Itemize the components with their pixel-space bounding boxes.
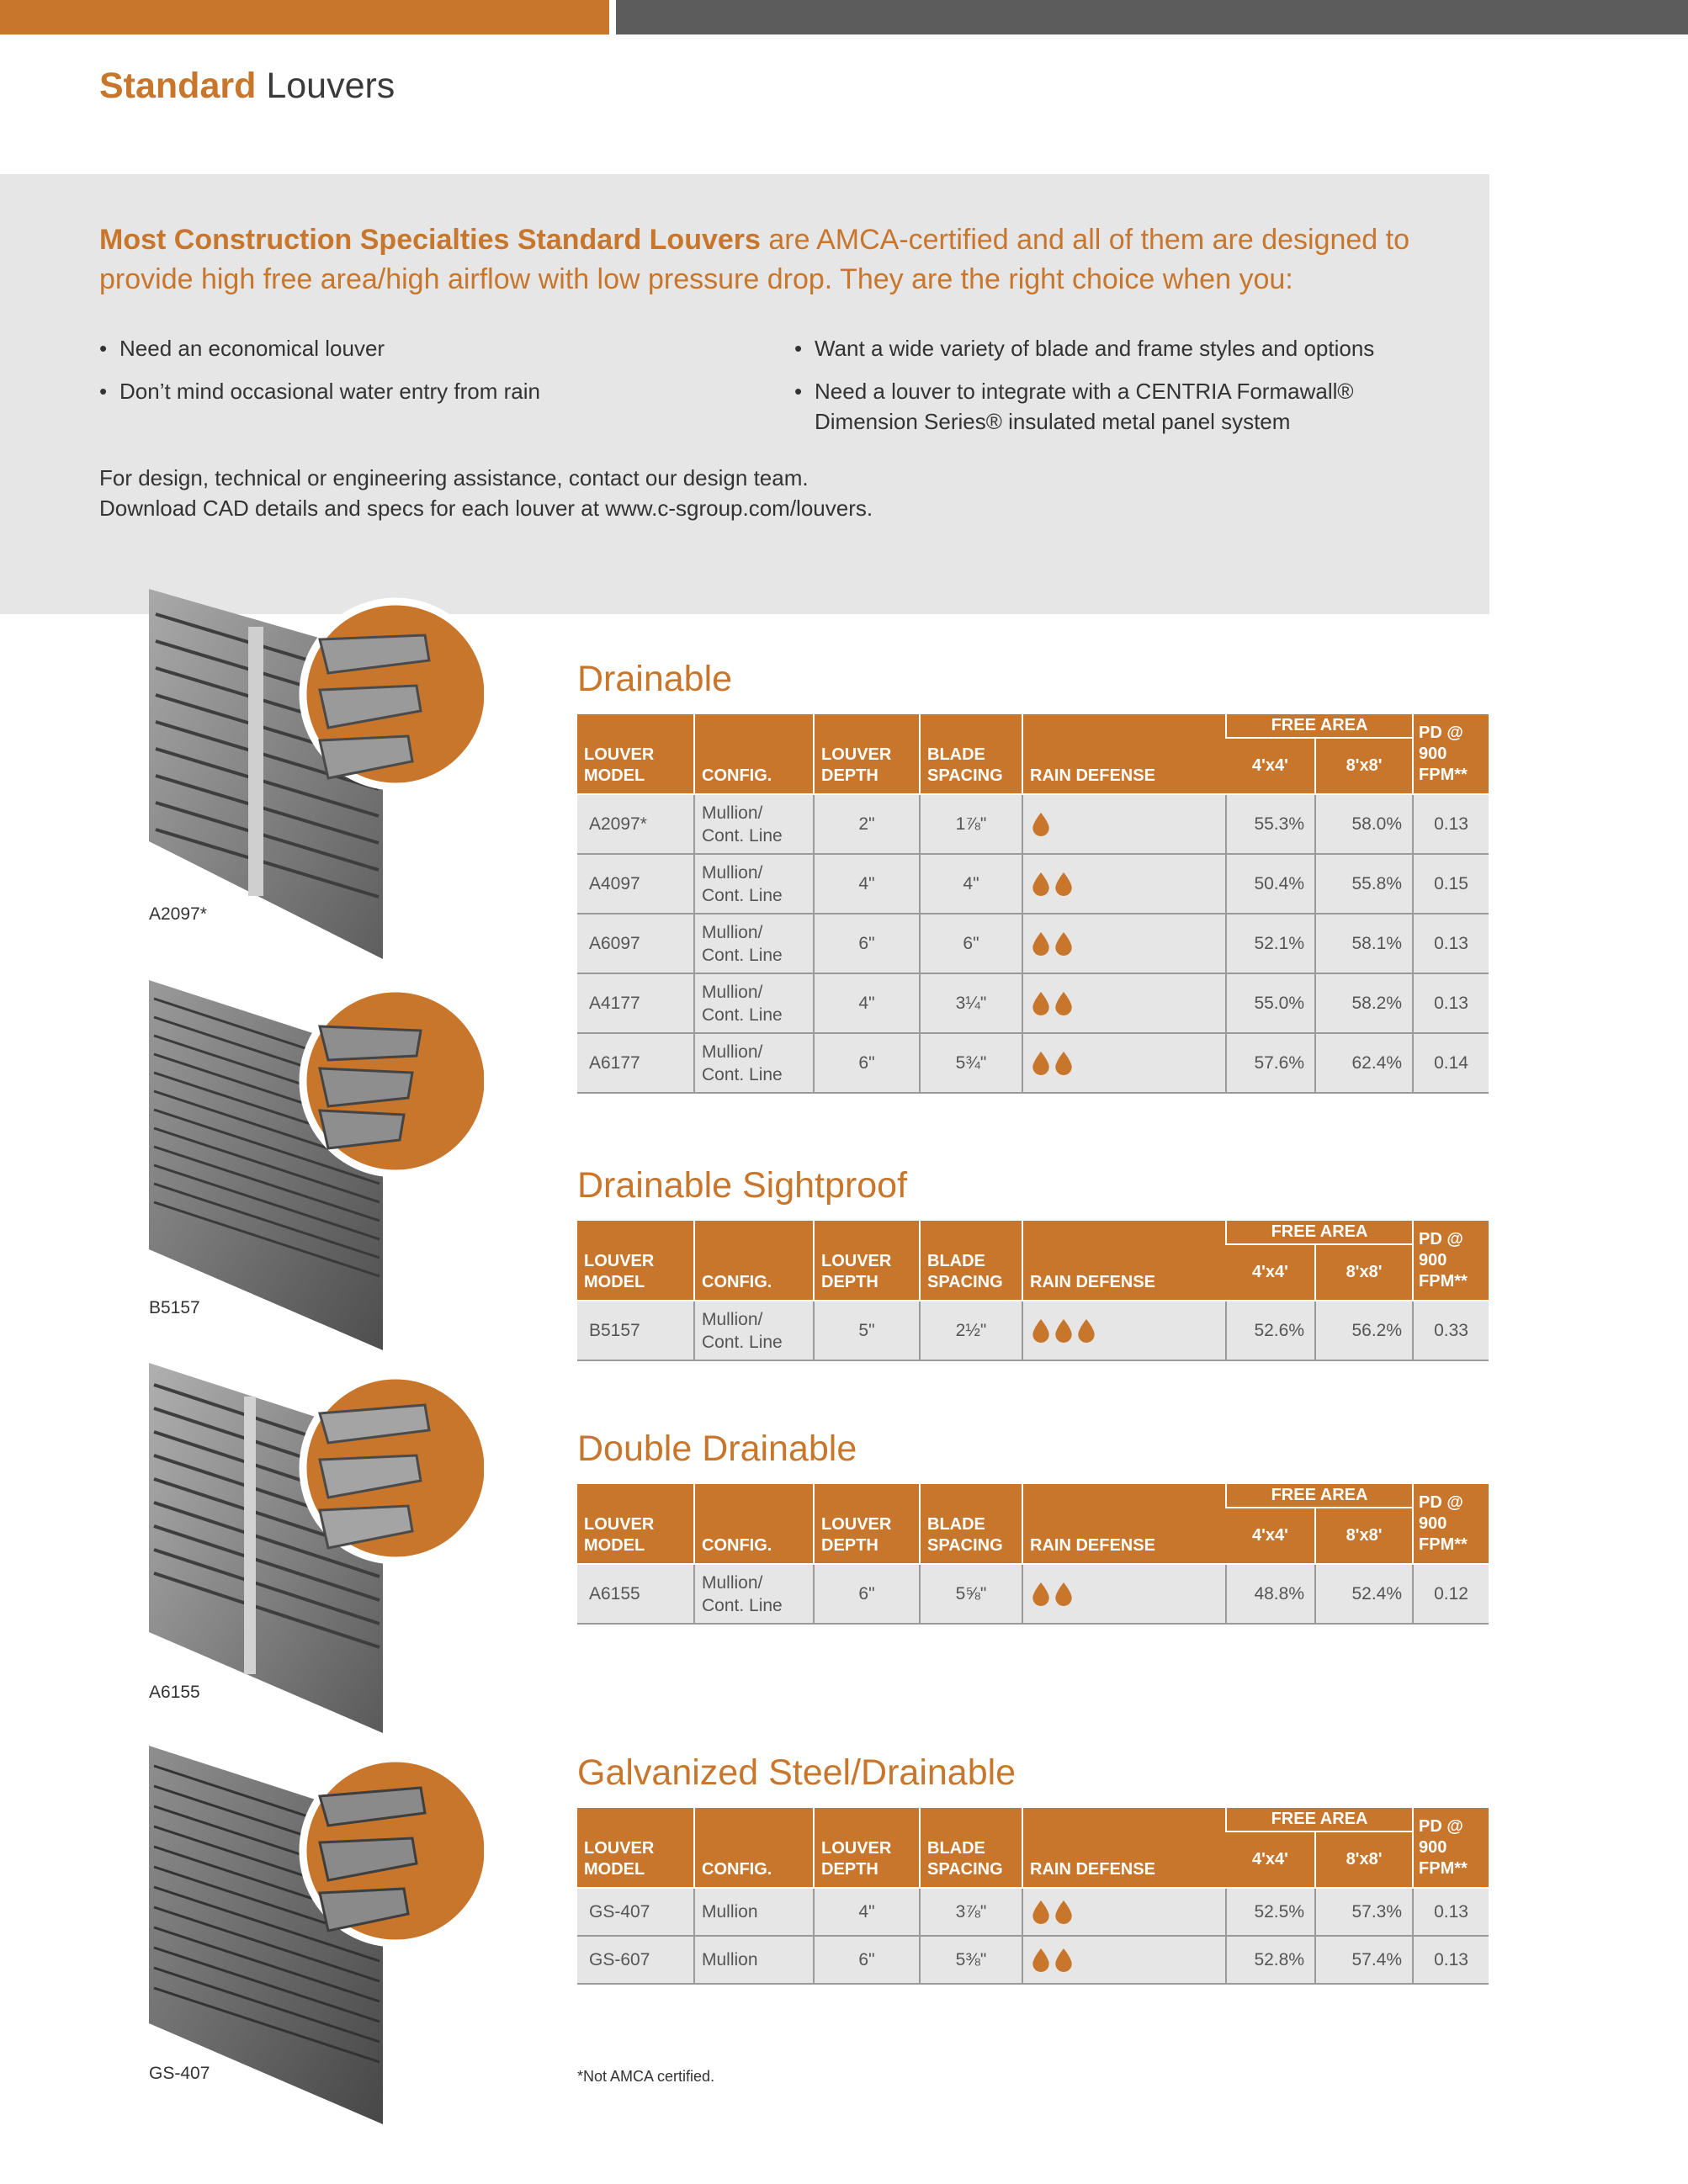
- spec-table-galvanized-steel: [577, 1808, 1489, 1985]
- header-model: LOUVER MODEL: [577, 714, 694, 794]
- spec-table-double-drainable: [577, 1484, 1489, 1625]
- cell-fa-4x4: 55.3%: [1226, 794, 1315, 854]
- cell-fa-8x8: 57.3%: [1315, 1888, 1413, 1936]
- cell-model: GS-407: [577, 1888, 694, 1936]
- header-free-area: FREE AREA: [1226, 1221, 1413, 1244]
- header-config: CONFIG.: [694, 714, 814, 794]
- cell-model: A4097: [577, 854, 694, 914]
- cell-fa-8x8: 58.2%: [1315, 973, 1413, 1033]
- section-title-galvanized-steel: Galvanized Steel/Drainable: [577, 1752, 1017, 1793]
- water-drop-icon: [1032, 1052, 1050, 1075]
- header-depth: LOUVER DEPTH: [814, 1221, 920, 1301]
- cell-model: A6155: [577, 1564, 694, 1624]
- cell-config: Mullion: [694, 1888, 814, 1936]
- footnote: *Not AMCA certified.: [577, 2068, 715, 2085]
- cell-fa-4x4: 48.8%: [1226, 1564, 1315, 1624]
- louver-photo-a6155: [139, 1363, 484, 1733]
- table-row: [577, 1301, 1489, 1360]
- cell-config: Mullion/ Cont. Line: [694, 914, 814, 973]
- cell-fa-8x8: 62.4%: [1315, 1033, 1413, 1093]
- header-pd: PD @ 900 FPM**: [1413, 1484, 1489, 1564]
- cell-fa-8x8: 52.4%: [1315, 1564, 1413, 1624]
- cell-config: Mullion/ Cont. Line: [694, 1564, 814, 1624]
- cell-fa-8x8: 57.4%: [1315, 1936, 1413, 1984]
- cell-fa-4x4: 52.1%: [1226, 914, 1315, 973]
- cell-pd: 0.15: [1413, 854, 1489, 914]
- cell-model: GS-607: [577, 1936, 694, 1984]
- cell-fa-4x4: 52.6%: [1226, 1301, 1315, 1360]
- water-drop-icon: [1054, 932, 1073, 956]
- header-pd: PD @ 900 FPM**: [1413, 714, 1489, 794]
- bullet-item: • Want a wide variety of blade and frame styles and options: [794, 333, 1451, 363]
- photo-caption-b5157: B5157: [149, 1298, 200, 1317]
- page-title: [99, 66, 395, 107]
- cell-spacing: 3⅞": [920, 1888, 1022, 1936]
- cell-config: Mullion/ Cont. Line: [694, 854, 814, 914]
- water-drop-icon: [1054, 1948, 1073, 1972]
- cell-config: Mullion/ Cont. Line: [694, 794, 814, 854]
- header-free-area: FREE AREA: [1226, 714, 1413, 738]
- header-spacing: BLADE SPACING: [920, 714, 1022, 794]
- water-drop-icon: [1032, 872, 1050, 896]
- cell-fa-4x4: 52.5%: [1226, 1888, 1315, 1936]
- cell-rain-defense: [1022, 854, 1226, 914]
- table-row: [577, 1033, 1489, 1093]
- cell-fa-8x8: 56.2%: [1315, 1301, 1413, 1360]
- header-model: LOUVER MODEL: [577, 1484, 694, 1564]
- water-drop-icon: [1032, 1582, 1050, 1606]
- cell-spacing: 5⅝": [920, 1564, 1022, 1624]
- cell-fa-8x8: 58.0%: [1315, 794, 1413, 854]
- cell-model: A6177: [577, 1033, 694, 1093]
- header-fa-8x8: 8'x8': [1315, 1831, 1413, 1888]
- intro-lead-bold: Most Construction Specialties Standard Louvers: [99, 224, 761, 256]
- cell-pd: 0.13: [1413, 1936, 1489, 1984]
- water-drop-icon: [1032, 1900, 1050, 1924]
- cell-pd: 0.13: [1413, 794, 1489, 854]
- cell-pd: 0.13: [1413, 973, 1489, 1033]
- header-config: CONFIG.: [694, 1484, 814, 1564]
- water-drop-icon: [1054, 1900, 1073, 1924]
- contact-line: For design, technical or engineering assistance, contact our design team.: [99, 465, 809, 490]
- cell-model: B5157: [577, 1301, 694, 1360]
- section-title-double-drainable: Double Drainable: [577, 1429, 857, 1469]
- cell-config: Mullion: [694, 1936, 814, 1984]
- header-rain-defense: RAIN DEFENSE: [1022, 1808, 1226, 1888]
- cell-model: A2097*: [577, 794, 694, 854]
- cell-rain-defense: [1022, 794, 1226, 854]
- cell-config: Mullion/ Cont. Line: [694, 973, 814, 1033]
- cell-rain-defense: [1022, 1301, 1226, 1360]
- header-rain-defense: RAIN DEFENSE: [1022, 1221, 1226, 1301]
- header-rain-defense: RAIN DEFENSE: [1022, 1484, 1226, 1564]
- bullet-item: • Need an economical louver: [99, 333, 756, 363]
- cell-fa-4x4: 50.4%: [1226, 854, 1315, 914]
- section-title-drainable-sightproof: Drainable Sightproof: [577, 1165, 908, 1206]
- table-row: [577, 794, 1489, 854]
- water-drop-icon: [1054, 1582, 1073, 1606]
- cell-fa-4x4: 55.0%: [1226, 973, 1315, 1033]
- photo-caption-a6155: A6155: [149, 1683, 200, 1702]
- cell-spacing: 5⅜": [920, 1936, 1022, 1984]
- header-fa-4x4: 4'x4': [1226, 738, 1315, 794]
- water-drop-icon: [1054, 992, 1073, 1015]
- cell-config: Mullion/ Cont. Line: [694, 1301, 814, 1360]
- contact-text: [99, 463, 1362, 523]
- section-title-drainable: Drainable: [577, 659, 733, 699]
- cell-rain-defense: [1022, 1936, 1226, 1984]
- cell-depth: 4": [814, 854, 920, 914]
- header-config: CONFIG.: [694, 1808, 814, 1888]
- cell-model: A4177: [577, 973, 694, 1033]
- header-model: LOUVER MODEL: [577, 1221, 694, 1301]
- cell-depth: 4": [814, 973, 920, 1033]
- header-fa-4x4: 4'x4': [1226, 1244, 1315, 1301]
- intro-lead-rest: are AMCA-certified and all of them are designed to provide high free area/high airflow with low pressure drop. They are the right choice when you:: [99, 224, 1410, 295]
- cell-spacing: 2½": [920, 1301, 1022, 1360]
- cell-model: A6097: [577, 914, 694, 973]
- water-drop-icon: [1054, 872, 1073, 896]
- cell-pd: 0.14: [1413, 1033, 1489, 1093]
- cell-depth: 4": [814, 1888, 920, 1936]
- cell-depth: 6": [814, 914, 920, 973]
- cell-spacing: 4": [920, 854, 1022, 914]
- cell-spacing: 1⅞": [920, 794, 1022, 854]
- header-config: CONFIG.: [694, 1221, 814, 1301]
- header-fa-8x8: 8'x8': [1315, 1244, 1413, 1301]
- cell-spacing: 3¼": [920, 973, 1022, 1033]
- cell-pd: 0.13: [1413, 914, 1489, 973]
- spec-table-drainable: [577, 714, 1489, 1094]
- header-fa-4x4: 4'x4': [1226, 1831, 1315, 1888]
- cell-fa-4x4: 52.8%: [1226, 1936, 1315, 1984]
- header-depth: LOUVER DEPTH: [814, 714, 920, 794]
- cell-pd: 0.12: [1413, 1564, 1489, 1624]
- table-row: [577, 914, 1489, 973]
- louver-photo-b5157: [139, 980, 484, 1350]
- cell-depth: 6": [814, 1564, 920, 1624]
- water-drop-icon: [1077, 1319, 1096, 1343]
- photo-caption-gs407: GS-407: [149, 2064, 210, 2083]
- header-spacing: BLADE SPACING: [920, 1484, 1022, 1564]
- table-row: [577, 1936, 1489, 1984]
- water-drop-icon: [1054, 1319, 1073, 1343]
- cell-fa-8x8: 58.1%: [1315, 914, 1413, 973]
- bullet-list-right: [794, 333, 1451, 449]
- cell-rain-defense: [1022, 973, 1226, 1033]
- header-pd: PD @ 900 FPM**: [1413, 1221, 1489, 1301]
- page-title-regular: Louvers: [266, 66, 395, 106]
- spec-table-drainable-sightproof: [577, 1221, 1489, 1361]
- header-model: LOUVER MODEL: [577, 1808, 694, 1888]
- table-row: [577, 854, 1489, 914]
- bullet-item: • Don’t mind occasional water entry from rain: [99, 376, 756, 406]
- page-title-bold: Standard: [99, 66, 257, 106]
- water-drop-icon: [1032, 1319, 1050, 1343]
- bullet-item: • Need a louver to integrate with a CENTRIA Formawall® Dimension Series® insulated metal panel system: [794, 376, 1451, 437]
- header-fa-8x8: 8'x8': [1315, 1508, 1413, 1564]
- header-depth: LOUVER DEPTH: [814, 1808, 920, 1888]
- table-row: [577, 1564, 1489, 1624]
- cell-depth: 6": [814, 1033, 920, 1093]
- cell-depth: 6": [814, 1936, 920, 1984]
- water-drop-icon: [1032, 992, 1050, 1015]
- cell-rain-defense: [1022, 914, 1226, 973]
- cell-rain-defense: [1022, 1888, 1226, 1936]
- cell-depth: 5": [814, 1301, 920, 1360]
- header-rain-defense: RAIN DEFENSE: [1022, 714, 1226, 794]
- header-pd: PD @ 900 FPM**: [1413, 1808, 1489, 1888]
- water-drop-icon: [1032, 813, 1050, 836]
- louver-photo-a2097: [139, 589, 484, 959]
- cell-pd: 0.33: [1413, 1301, 1489, 1360]
- water-drop-icon: [1032, 932, 1050, 956]
- cell-config: Mullion/ Cont. Line: [694, 1033, 814, 1093]
- photo-caption-a2097: A2097*: [149, 904, 207, 924]
- table-row: [577, 973, 1489, 1033]
- cad-download-line[interactable]: Download CAD details and specs for each louver at www.c-sgroup.com/louvers.: [99, 496, 873, 521]
- cell-rain-defense: [1022, 1564, 1226, 1624]
- water-drop-icon: [1032, 1948, 1050, 1972]
- header-free-area: FREE AREA: [1226, 1808, 1413, 1831]
- cell-spacing: 5¾": [920, 1033, 1022, 1093]
- top-dark-bar: [616, 0, 1688, 34]
- header-spacing: BLADE SPACING: [920, 1808, 1022, 1888]
- table-row: [577, 1888, 1489, 1936]
- water-drop-icon: [1054, 1052, 1073, 1075]
- top-accent-bar: [0, 0, 609, 34]
- bullet-list-left: [99, 333, 756, 419]
- cell-fa-4x4: 57.6%: [1226, 1033, 1315, 1093]
- header-fa-8x8: 8'x8': [1315, 738, 1413, 794]
- header-spacing: BLADE SPACING: [920, 1221, 1022, 1301]
- header-fa-4x4: 4'x4': [1226, 1508, 1315, 1564]
- cell-spacing: 6": [920, 914, 1022, 973]
- cell-pd: 0.13: [1413, 1888, 1489, 1936]
- cell-rain-defense: [1022, 1033, 1226, 1093]
- cell-depth: 2": [814, 794, 920, 854]
- header-free-area: FREE AREA: [1226, 1484, 1413, 1508]
- intro-lead: [99, 220, 1479, 300]
- cell-fa-8x8: 55.8%: [1315, 854, 1413, 914]
- header-depth: LOUVER DEPTH: [814, 1484, 920, 1564]
